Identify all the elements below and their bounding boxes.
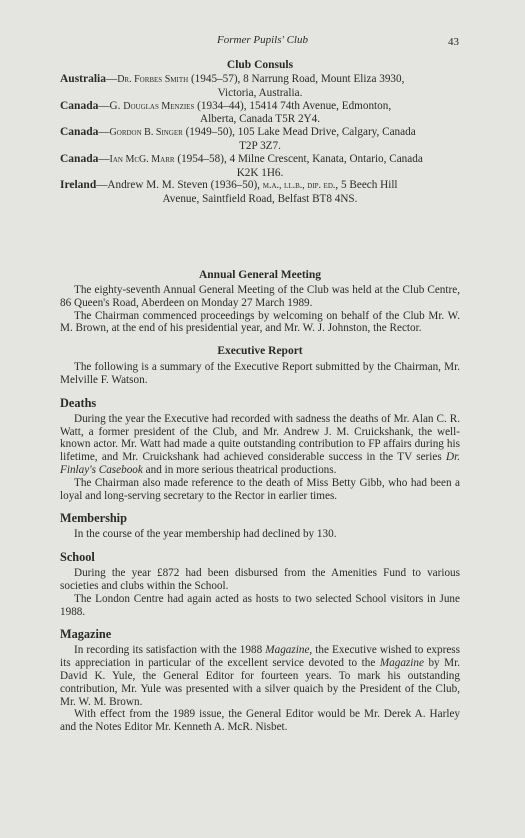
deaths-heading: Deaths bbox=[60, 395, 97, 410]
membership-heading: Membership bbox=[60, 511, 127, 526]
consul-entry: Canada—Gordon B. Singer (1949–50), 105 Lake Mead Drive, Calgary, Canada T2P 3Z7. bbox=[60, 126, 416, 152]
executive-report-heading: Executive Report bbox=[217, 345, 303, 358]
school-paragraph: The London Centre had again acted as hosts to two selected School visitors in June 1988. bbox=[60, 592, 460, 618]
magazine-paragraph: In recording its satisfaction with the 1988 Magazine, the Executive wished to express its appreciation in particular of the excellent service devoted to the Magazine by Mr. David K. Yule, the General Editor for fourteen years. To mark his outstanding contribution, Mr. Yule was presented with a silver quaich by the President of the Club, Mr. W. M. Brown. bbox=[60, 644, 461, 708]
page-number: 43 bbox=[448, 36, 459, 48]
deaths-paragraph: During the year the Executive had recorded with sadness the deaths of Mr. Alan C. R. Watt, a former president of the Club, and Mr. Andrew J. M. Cruickshank, the well-known actor. Mr. Watt had made a quite outstanding contribution to FP affairs during his lifetime, and Mr. Cruickshank had achieved considerable success in the TV series Dr. Finlay's Casebook and in more serious theatrical productions. bbox=[60, 412, 460, 476]
deaths-paragraph: The Chairman also made reference to the death of Miss Betty Gibb, who had been a loyal and long-serving secretary to the Rector in earlier times. bbox=[60, 476, 460, 502]
running-header: Former Pupils' Club bbox=[217, 34, 308, 46]
agm-paragraph: The Chairman commenced proceedings by welcoming on behalf of the Club Mr. W. M. Brown, at the end of his presidential year, and Mr. W. J. Johnston, the Rector. bbox=[60, 309, 460, 335]
membership-paragraph: In the course of the year membership had declined by 130. bbox=[74, 528, 337, 541]
consul-entry: Canada—G. Douglas Menzies (1934–44), 15414 74th Avenue, Edmonton, Alberta, Canada T5R 2Y4. bbox=[60, 99, 392, 126]
school-heading: School bbox=[60, 550, 95, 565]
consul-entry: Canada—Ian McG. Marr (1954–58), 4 Milne Crescent, Kanata, Ontario, Canada K2K 1H6. bbox=[60, 152, 423, 179]
magazine-heading: Magazine bbox=[60, 627, 112, 642]
school-paragraph: During the year £872 had been disbursed from the Amenities Fund to various societies and clubs within the School. bbox=[60, 567, 460, 592]
magazine-paragraph: With effect from the 1989 issue, the General Editor would be Mr. Derek A. Harley and the Notes Editor Mr. Kenneth A. McR. Nisbet. bbox=[60, 708, 460, 734]
agm-paragraph: The eighty-seventh Annual General Meeting of the Club was held at the Club Centre, 86 Queen's Road, Aberdeen on Monday 27 March 1989. bbox=[60, 283, 460, 309]
page-body bbox=[60, 58, 460, 734]
executive-report-paragraph: The following is a summary of the Executive Report submitted by the Chairman, Mr. Melville F. Watson. bbox=[60, 361, 460, 386]
consul-entry: Ireland—Andrew M. M. Steven (1936–50), m.a., ll.b., dip. ed., 5 Beech Hill Avenue, Saintfield Road, Belfast BT8 4NS. bbox=[60, 179, 398, 206]
agm-heading: Annual General Meeting bbox=[198, 268, 322, 281]
consul-entry: Australia—Dr. Forbes Smith (1945–57), 8 Narrung Road, Mount Eliza 3930, Victoria, Australia. bbox=[60, 73, 405, 99]
consuls-heading: Club Consuls bbox=[226, 59, 294, 71]
